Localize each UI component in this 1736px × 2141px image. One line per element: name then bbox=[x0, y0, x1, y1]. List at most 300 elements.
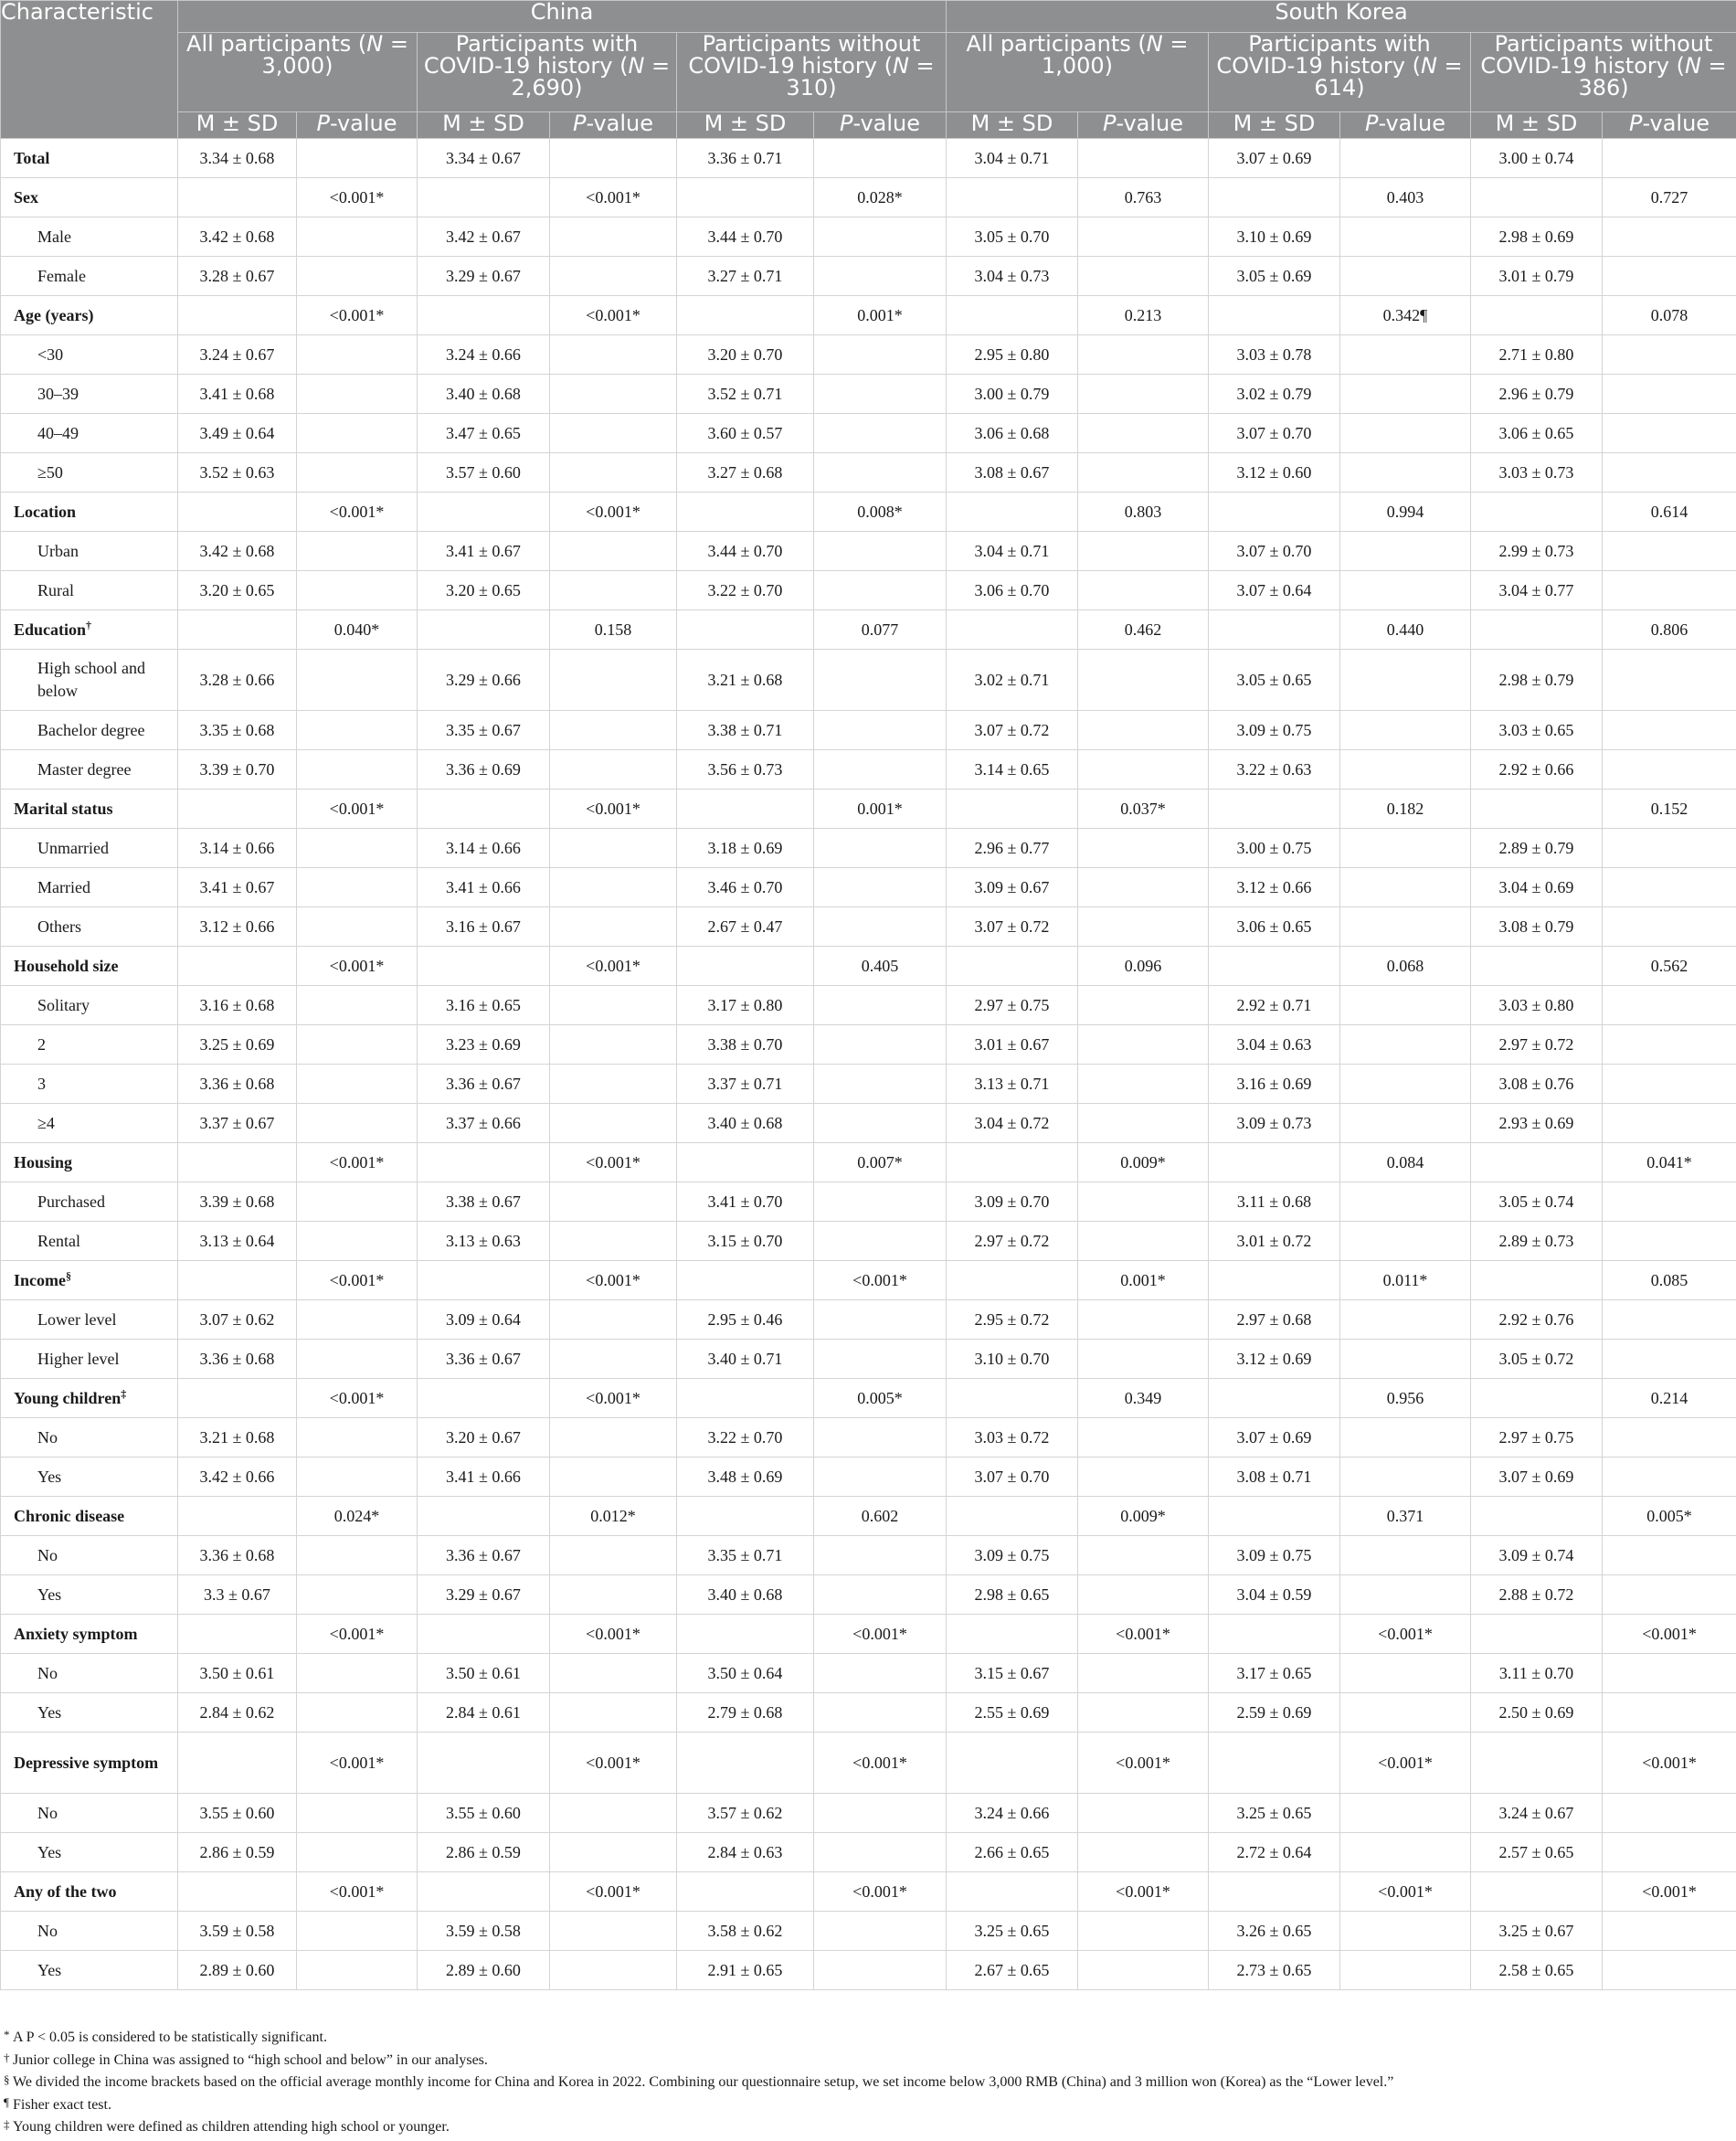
msd-cell bbox=[1209, 947, 1340, 986]
p-value-cell bbox=[550, 1457, 677, 1497]
msd-cell: 3.36 ± 0.67 bbox=[418, 1536, 550, 1575]
msd-header: M ± SD bbox=[178, 112, 297, 139]
row-label: Location bbox=[14, 502, 77, 521]
msd-cell: 2.67 ± 0.47 bbox=[677, 907, 814, 947]
msd-cell: 3.04 ± 0.77 bbox=[1471, 571, 1603, 610]
p-value-cell bbox=[1078, 650, 1209, 711]
row-label: Others bbox=[37, 917, 81, 936]
subgroup-row bbox=[1, 453, 1736, 493]
msd-cell: 3.35 ± 0.68 bbox=[178, 711, 297, 750]
msd-cell: 3.36 ± 0.71 bbox=[677, 139, 814, 178]
p-value-cell bbox=[550, 217, 677, 257]
msd-cell: 3.09 ± 0.75 bbox=[1209, 711, 1340, 750]
p-value-cell bbox=[814, 1340, 947, 1379]
p-value-cell bbox=[814, 1951, 947, 1990]
p-value-cell bbox=[297, 1951, 418, 1990]
row-label: No bbox=[37, 1921, 58, 1940]
msd-cell bbox=[1471, 1733, 1603, 1794]
p-value-cell bbox=[550, 139, 677, 178]
msd-cell: 3.60 ± 0.57 bbox=[677, 414, 814, 453]
p-value-cell bbox=[550, 1025, 677, 1065]
p-value-cell bbox=[1603, 1104, 1736, 1143]
msd-cell: 3.40 ± 0.68 bbox=[677, 1104, 814, 1143]
row-label-cell bbox=[1, 1833, 178, 1872]
msd-cell: 3.04 ± 0.63 bbox=[1209, 1025, 1340, 1065]
category-row bbox=[1, 610, 1736, 650]
p-value-cell bbox=[1603, 335, 1736, 375]
subgroup-row bbox=[1, 1222, 1736, 1261]
p-value-cell bbox=[297, 711, 418, 750]
p-value-cell: 0.342¶ bbox=[1340, 296, 1471, 335]
p-value-header bbox=[297, 112, 418, 139]
msd-cell bbox=[178, 1733, 297, 1794]
msd-cell: 3.09 ± 0.70 bbox=[947, 1182, 1078, 1222]
subgroup-row bbox=[1, 335, 1736, 375]
p-suffix: -value bbox=[1642, 111, 1710, 136]
p-suffix: -value bbox=[329, 111, 397, 136]
subgroup-row bbox=[1, 1654, 1736, 1693]
msd-cell bbox=[947, 1872, 1078, 1912]
p-value-cell bbox=[1340, 1340, 1471, 1379]
msd-cell: 3.09 ± 0.67 bbox=[947, 868, 1078, 907]
msd-cell: 2.91 ± 0.65 bbox=[677, 1951, 814, 1990]
p-value-cell: <0.001* bbox=[814, 1261, 947, 1300]
p-value-cell bbox=[814, 139, 947, 178]
p-value-cell: <0.001* bbox=[297, 1733, 418, 1794]
p-value-cell bbox=[1340, 453, 1471, 493]
msd-cell: 3.24 ± 0.66 bbox=[947, 1794, 1078, 1833]
msd-cell: 2.96 ± 0.77 bbox=[947, 829, 1078, 868]
p-value-cell bbox=[297, 1300, 418, 1340]
p-value-cell bbox=[814, 1912, 947, 1951]
p-value-cell bbox=[550, 711, 677, 750]
msd-cell: 3.07 ± 0.69 bbox=[1209, 139, 1340, 178]
msd-cell bbox=[947, 790, 1078, 829]
p-value-header bbox=[1340, 112, 1471, 139]
row-label: Education bbox=[14, 620, 87, 639]
subgroup-row bbox=[1, 907, 1736, 947]
msd-cell: 2.92 ± 0.71 bbox=[1209, 986, 1340, 1025]
p-value-cell bbox=[1340, 1065, 1471, 1104]
msd-cell: 3.41 ± 0.67 bbox=[418, 532, 550, 571]
msd-cell: 3.04 ± 0.69 bbox=[1471, 868, 1603, 907]
p-value-cell: 0.152 bbox=[1603, 790, 1736, 829]
msd-cell: 3.29 ± 0.67 bbox=[418, 1575, 550, 1615]
msd-cell: 3.3 ± 0.67 bbox=[178, 1575, 297, 1615]
msd-cell: 3.06 ± 0.65 bbox=[1471, 414, 1603, 453]
row-label: ≥50 bbox=[37, 462, 63, 482]
msd-cell: 3.24 ± 0.67 bbox=[178, 335, 297, 375]
row-label: Rental bbox=[37, 1231, 80, 1250]
p-value-cell bbox=[1603, 1457, 1736, 1497]
subgroup-row bbox=[1, 1833, 1736, 1872]
p-value-cell bbox=[814, 829, 947, 868]
row-label-cell bbox=[1, 257, 178, 296]
p-value-cell bbox=[297, 1693, 418, 1733]
group-header bbox=[178, 33, 418, 112]
p-value-cell: <0.001* bbox=[297, 790, 418, 829]
msd-cell: 3.16 ± 0.68 bbox=[178, 986, 297, 1025]
msd-cell bbox=[677, 1379, 814, 1418]
p-value-cell: <0.001* bbox=[297, 1379, 418, 1418]
subgroup-row bbox=[1, 1951, 1736, 1990]
msd-cell bbox=[418, 1872, 550, 1912]
p-value-cell bbox=[297, 1536, 418, 1575]
row-label-cell bbox=[1, 1222, 178, 1261]
msd-cell bbox=[1471, 947, 1603, 986]
p-value-cell bbox=[1340, 532, 1471, 571]
row-label-cell bbox=[1, 532, 178, 571]
p-value-cell bbox=[1340, 414, 1471, 453]
p-value-cell: 0.024* bbox=[297, 1497, 418, 1536]
p-value-cell bbox=[814, 1575, 947, 1615]
msd-cell: 3.20 ± 0.67 bbox=[418, 1418, 550, 1457]
row-label-cell bbox=[1, 1379, 178, 1418]
row-label-cell bbox=[1, 1300, 178, 1340]
p-value-cell bbox=[550, 335, 677, 375]
p-value-cell bbox=[814, 1693, 947, 1733]
row-label-cell bbox=[1, 1872, 178, 1912]
msd-cell: 3.39 ± 0.70 bbox=[178, 750, 297, 790]
p-value-cell: <0.001* bbox=[297, 493, 418, 532]
row-label: 30–39 bbox=[37, 384, 79, 403]
p-value-cell bbox=[1078, 750, 1209, 790]
msd-cell: 3.05 ± 0.70 bbox=[947, 217, 1078, 257]
group-label: Participants without COVID-19 history ( bbox=[1480, 31, 1713, 79]
p-value-cell: 0.005* bbox=[814, 1379, 947, 1418]
msd-cell: 3.38 ± 0.71 bbox=[677, 711, 814, 750]
msd-cell: 3.25 ± 0.69 bbox=[178, 1025, 297, 1065]
p-value-cell bbox=[1078, 1182, 1209, 1222]
p-value-cell: 0.001* bbox=[814, 296, 947, 335]
p-value-cell bbox=[550, 750, 677, 790]
p-value-cell bbox=[550, 650, 677, 711]
subgroup-row bbox=[1, 750, 1736, 790]
p-value-cell bbox=[1078, 1912, 1209, 1951]
p-value-cell bbox=[1078, 1104, 1209, 1143]
row-label: Household size bbox=[14, 956, 119, 975]
p-value-cell bbox=[550, 453, 677, 493]
p-value-cell bbox=[814, 907, 947, 947]
p-value-cell: <0.001* bbox=[297, 1615, 418, 1654]
msd-cell bbox=[178, 296, 297, 335]
msd-cell: 3.18 ± 0.69 bbox=[677, 829, 814, 868]
msd-cell: 3.42 ± 0.66 bbox=[178, 1457, 297, 1497]
p-value-cell bbox=[814, 711, 947, 750]
msd-cell bbox=[418, 1379, 550, 1418]
p-value-cell bbox=[297, 532, 418, 571]
msd-cell: 3.36 ± 0.68 bbox=[178, 1340, 297, 1379]
footnote-mark: ‡ bbox=[4, 2117, 10, 2131]
category-row bbox=[1, 790, 1736, 829]
msd-cell: 3.07 ± 0.70 bbox=[1209, 532, 1340, 571]
p-value-cell: 0.037* bbox=[1078, 790, 1209, 829]
p-value-cell: <0.001* bbox=[550, 947, 677, 986]
subgroup-row bbox=[1, 1065, 1736, 1104]
row-label-cell bbox=[1, 414, 178, 453]
category-row bbox=[1, 1379, 1736, 1418]
msd-cell: 2.79 ± 0.68 bbox=[677, 1693, 814, 1733]
row-label-cell bbox=[1, 1025, 178, 1065]
row-label: Age (years) bbox=[14, 305, 94, 324]
msd-cell bbox=[947, 1615, 1078, 1654]
subgroup-row bbox=[1, 711, 1736, 750]
msd-cell: 2.98 ± 0.65 bbox=[947, 1575, 1078, 1615]
msd-cell: 3.01 ± 0.67 bbox=[947, 1025, 1078, 1065]
footnote bbox=[4, 2027, 1731, 2050]
msd-cell: 3.08 ± 0.71 bbox=[1209, 1457, 1340, 1497]
msd-cell: 3.14 ± 0.66 bbox=[418, 829, 550, 868]
msd-cell: 3.41 ± 0.68 bbox=[178, 375, 297, 414]
p-value-cell bbox=[550, 1693, 677, 1733]
p-value-cell bbox=[1603, 139, 1736, 178]
category-row bbox=[1, 178, 1736, 217]
msd-cell bbox=[418, 296, 550, 335]
row-label: Sex bbox=[14, 187, 38, 207]
row-label-cell bbox=[1, 790, 178, 829]
p-value-cell bbox=[814, 571, 947, 610]
p-value-cell bbox=[1603, 711, 1736, 750]
row-label: Yes bbox=[37, 1702, 62, 1722]
group-n-label: N bbox=[1146, 31, 1163, 57]
p-value-cell bbox=[1340, 1833, 1471, 1872]
msd-cell: 3.03 ± 0.65 bbox=[1471, 711, 1603, 750]
p-value-cell: 0.041* bbox=[1603, 1143, 1736, 1182]
msd-cell: 2.97 ± 0.75 bbox=[947, 986, 1078, 1025]
msd-cell: 3.36 ± 0.68 bbox=[178, 1065, 297, 1104]
p-value-cell: <0.001* bbox=[1078, 1615, 1209, 1654]
msd-cell: 3.16 ± 0.65 bbox=[418, 986, 550, 1025]
row-label-cell bbox=[1, 1912, 178, 1951]
p-value-cell bbox=[1340, 1104, 1471, 1143]
msd-cell bbox=[1209, 296, 1340, 335]
msd-cell bbox=[947, 1497, 1078, 1536]
msd-cell: 3.07 ± 0.72 bbox=[947, 711, 1078, 750]
footnote bbox=[4, 2072, 1731, 2094]
p-value-cell bbox=[1603, 1575, 1736, 1615]
p-value-cell bbox=[550, 1222, 677, 1261]
row-label: 2 bbox=[37, 1034, 46, 1054]
p-suffix: -value bbox=[1378, 111, 1446, 136]
subgroup-row bbox=[1, 414, 1736, 453]
msd-cell: 3.50 ± 0.61 bbox=[418, 1654, 550, 1693]
p-value-cell: 0.001* bbox=[814, 790, 947, 829]
p-value-cell bbox=[1340, 1457, 1471, 1497]
row-label: Lower level bbox=[37, 1309, 117, 1329]
msd-cell bbox=[947, 1261, 1078, 1300]
msd-cell bbox=[1471, 1143, 1603, 1182]
msd-cell: 2.88 ± 0.72 bbox=[1471, 1575, 1603, 1615]
row-label-cell bbox=[1, 1457, 178, 1497]
msd-cell: 2.73 ± 0.65 bbox=[1209, 1951, 1340, 1990]
group-n-value: = 310) bbox=[786, 53, 935, 101]
row-label: Any of the two bbox=[14, 1881, 117, 1901]
p-value-cell bbox=[550, 1300, 677, 1340]
msd-cell bbox=[418, 790, 550, 829]
p-value-cell bbox=[1340, 1654, 1471, 1693]
p-value-cell bbox=[1340, 986, 1471, 1025]
msd-cell: 3.40 ± 0.68 bbox=[677, 1575, 814, 1615]
msd-cell: 3.16 ± 0.67 bbox=[418, 907, 550, 947]
msd-cell: 2.95 ± 0.72 bbox=[947, 1300, 1078, 1340]
msd-cell: 2.59 ± 0.69 bbox=[1209, 1693, 1340, 1733]
msd-cell: 3.08 ± 0.79 bbox=[1471, 907, 1603, 947]
group-n-label: N bbox=[366, 31, 384, 57]
p-value-cell: <0.001* bbox=[297, 1261, 418, 1300]
msd-cell bbox=[178, 1615, 297, 1654]
p-value-cell bbox=[1603, 1182, 1736, 1222]
group-n-value: = 1,000) bbox=[1041, 31, 1189, 79]
p-value-cell bbox=[1340, 1575, 1471, 1615]
p-value-cell bbox=[297, 1104, 418, 1143]
p-value-cell bbox=[814, 1222, 947, 1261]
msd-cell: 3.59 ± 0.58 bbox=[178, 1912, 297, 1951]
msd-header: M ± SD bbox=[947, 112, 1078, 139]
p-value-cell bbox=[1603, 650, 1736, 711]
p-value-cell bbox=[1603, 1300, 1736, 1340]
subgroup-row bbox=[1, 532, 1736, 571]
msd-cell: 2.98 ± 0.69 bbox=[1471, 217, 1603, 257]
p-value-cell bbox=[1078, 1418, 1209, 1457]
msd-cell: 3.04 ± 0.71 bbox=[947, 139, 1078, 178]
msd-cell bbox=[1471, 178, 1603, 217]
msd-cell: 3.29 ± 0.67 bbox=[418, 257, 550, 296]
msd-cell: 3.40 ± 0.71 bbox=[677, 1340, 814, 1379]
row-label-cell bbox=[1, 1654, 178, 1693]
table-header bbox=[1, 1, 1736, 139]
msd-cell: 3.26 ± 0.65 bbox=[1209, 1912, 1340, 1951]
p-value-cell bbox=[1078, 1833, 1209, 1872]
group-n-label: N bbox=[628, 53, 645, 79]
msd-cell: 3.14 ± 0.66 bbox=[178, 829, 297, 868]
p-value-cell bbox=[550, 1912, 677, 1951]
p-value-cell bbox=[1340, 217, 1471, 257]
p-value-cell bbox=[814, 1025, 947, 1065]
msd-cell: 2.89 ± 0.73 bbox=[1471, 1222, 1603, 1261]
row-label: Marital status bbox=[14, 799, 113, 818]
table-body bbox=[1, 139, 1736, 1990]
p-value-cell bbox=[814, 375, 947, 414]
msd-cell: 3.34 ± 0.68 bbox=[178, 139, 297, 178]
subgroup-row bbox=[1, 1418, 1736, 1457]
row-label: Urban bbox=[37, 541, 79, 560]
group-label: Participants with COVID-19 history ( bbox=[1216, 31, 1431, 79]
p-value-cell: 0.614 bbox=[1603, 493, 1736, 532]
p-value-cell bbox=[550, 829, 677, 868]
msd-cell: 2.95 ± 0.46 bbox=[677, 1300, 814, 1340]
msd-cell: 3.00 ± 0.75 bbox=[1209, 829, 1340, 868]
row-label-cell bbox=[1, 453, 178, 493]
p-value-cell bbox=[297, 335, 418, 375]
msd-cell: 2.89 ± 0.79 bbox=[1471, 829, 1603, 868]
subgroup-row bbox=[1, 868, 1736, 907]
p-suffix: -value bbox=[586, 111, 654, 136]
msd-cell: 2.67 ± 0.65 bbox=[947, 1951, 1078, 1990]
msd-cell: 3.22 ± 0.70 bbox=[677, 1418, 814, 1457]
msd-cell: 3.12 ± 0.66 bbox=[1209, 868, 1340, 907]
p-value-cell bbox=[1078, 1300, 1209, 1340]
p-value-cell bbox=[1340, 139, 1471, 178]
p-value-cell bbox=[814, 868, 947, 907]
row-label: Yes bbox=[37, 1585, 62, 1604]
msd-cell: 3.05 ± 0.69 bbox=[1209, 257, 1340, 296]
msd-cell: 3.21 ± 0.68 bbox=[677, 650, 814, 711]
msd-cell bbox=[1471, 296, 1603, 335]
p-value-cell: <0.001* bbox=[1340, 1872, 1471, 1912]
row-label: Young children bbox=[14, 1388, 122, 1407]
msd-cell bbox=[947, 947, 1078, 986]
p-letter: P bbox=[572, 111, 587, 136]
msd-cell: 3.06 ± 0.65 bbox=[1209, 907, 1340, 947]
msd-cell bbox=[677, 493, 814, 532]
p-value-cell bbox=[1078, 1536, 1209, 1575]
footnote-marker: ‡ bbox=[121, 1386, 127, 1400]
p-value-cell: <0.001* bbox=[1603, 1733, 1736, 1794]
row-label-cell bbox=[1, 375, 178, 414]
msd-cell bbox=[677, 790, 814, 829]
msd-cell: 3.15 ± 0.70 bbox=[677, 1222, 814, 1261]
row-label: Female bbox=[37, 266, 86, 285]
msd-cell: 3.39 ± 0.68 bbox=[178, 1182, 297, 1222]
msd-cell: 3.48 ± 0.69 bbox=[677, 1457, 814, 1497]
p-value-cell: 0.462 bbox=[1078, 610, 1209, 650]
row-label: <30 bbox=[37, 344, 64, 364]
group-header bbox=[677, 33, 947, 112]
msd-cell: 3.03 ± 0.73 bbox=[1471, 453, 1603, 493]
p-value-cell bbox=[297, 907, 418, 947]
row-label-cell bbox=[1, 1065, 178, 1104]
msd-cell: 3.13 ± 0.71 bbox=[947, 1065, 1078, 1104]
p-value-cell bbox=[814, 1654, 947, 1693]
msd-cell: 3.06 ± 0.70 bbox=[947, 571, 1078, 610]
p-value-cell: 0.085 bbox=[1603, 1261, 1736, 1300]
p-value-cell bbox=[297, 1418, 418, 1457]
msd-cell bbox=[1209, 1872, 1340, 1912]
p-value-cell bbox=[1078, 1654, 1209, 1693]
p-value-cell: <0.001* bbox=[550, 1733, 677, 1794]
group-header bbox=[947, 33, 1209, 112]
msd-cell bbox=[947, 1379, 1078, 1418]
p-value-cell bbox=[814, 532, 947, 571]
msd-cell: 2.86 ± 0.59 bbox=[418, 1833, 550, 1872]
category-row bbox=[1, 1143, 1736, 1182]
subgroup-row bbox=[1, 1912, 1736, 1951]
p-value-cell bbox=[297, 829, 418, 868]
row-label: 40–49 bbox=[37, 423, 79, 442]
column-header-characteristic: Characteristic bbox=[1, 1, 178, 139]
subgroup-row bbox=[1, 217, 1736, 257]
category-row bbox=[1, 1261, 1736, 1300]
p-value-cell bbox=[1078, 1951, 1209, 1990]
msd-cell: 3.42 ± 0.68 bbox=[178, 217, 297, 257]
msd-cell: 3.07 ± 0.70 bbox=[947, 1457, 1078, 1497]
p-value-cell bbox=[1340, 375, 1471, 414]
row-label-cell bbox=[1, 750, 178, 790]
msd-cell: 2.97 ± 0.68 bbox=[1209, 1300, 1340, 1340]
msd-cell: 3.50 ± 0.64 bbox=[677, 1654, 814, 1693]
p-value-cell bbox=[550, 907, 677, 947]
msd-cell: 3.03 ± 0.72 bbox=[947, 1418, 1078, 1457]
p-value-cell: 0.084 bbox=[1340, 1143, 1471, 1182]
row-label-cell bbox=[1, 1497, 178, 1536]
p-value-cell: <0.001* bbox=[814, 1733, 947, 1794]
msd-cell: 3.07 ± 0.72 bbox=[947, 907, 1078, 947]
p-value-cell bbox=[814, 1536, 947, 1575]
row-label-cell bbox=[1, 217, 178, 257]
msd-cell: 3.17 ± 0.65 bbox=[1209, 1654, 1340, 1693]
p-value-cell bbox=[1078, 986, 1209, 1025]
row-label-cell bbox=[1, 178, 178, 217]
